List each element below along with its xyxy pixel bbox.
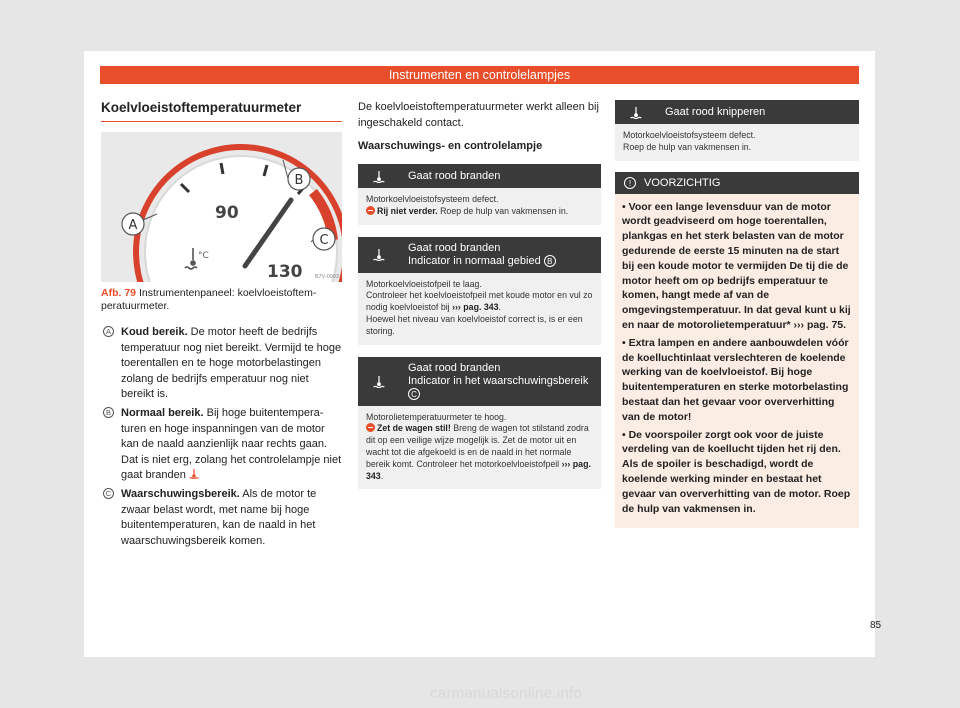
warning-text: . [380,470,384,481]
temperature-gauge-illustration [101,132,342,282]
column-warnings [358,100,601,489]
svg-text:C: C [319,233,329,248]
caution-item: • Voor een lange levensduur van de motor wordt geadviseerd om hoge toerentallen, plankgas en het sterk belasten van de motor gedurende de eerste 15 minuten na de start bij een koude motor te vermijden De tij die de motor heeft om op bedrijfs emperatuur te komen, hangt mede af van de omgevingstemperatuur. In dat geval kunt u kij en naar de motorolietemperatuur* ››› pag. 75. [622,200,851,331]
warning-text: . Hoewel het niveau van koelvloeistof correct is, is er een storing. [366,302,583,336]
warning-box-normal-range [358,237,601,345]
definition-term: Waarschuwingsbereik. [121,487,240,500]
figure-caption-text: Instrumentenpaneel: koelvloeistoftemperatuurmeter. [101,287,317,312]
range-definitions [101,325,343,549]
caution-item: • De voorspoiler zorgt ook voor de juiste verdeling van de koellucht tijden het rij den. Als de spoiler is beschadigd, wordt de koelende werking minder en bestaat het gevaar van oververhitting van de motor. Roep de hulp van vakmensen in. [622,428,851,515]
column-caution [615,100,859,528]
caution-item-text: De voorspoiler zorgt ook voor de juiste verdeling van de koellucht tijden het rij den. Als de spoiler is beschadigd, wordt de koelende werking minder en bestaat het gevaar van oververhitting van de motor. Roep de hulp van vakmensen in. [622,428,851,515]
caution-item-text: Extra lampen en andere aanbouwdelen vóór de koelluchtinlaat verslechteren de koelende werking van de koelvloeistof. Bij hoge buitentemperaturen en sterke motorbelasting bestaat dan het gevaar voor oververhitting van de motor! [622,336,849,423]
warning-text: Motorkoelvloeistofsysteem defect. [366,194,499,204]
warning-heading: Gaat rood branden [408,241,501,254]
warning-text: Roep de hulp van vakmensen in. [623,141,752,152]
definition-text: Bij hoge buitentemperaturen en hoge inspanningen van de motor kan de naald aanzienlijk naar rechts gaan. Dat is niet erg, zolang het controlelampje niet gaat branden [121,406,342,482]
warning-subheading: Indicator in het waarschuwingsbereik [408,374,589,387]
definition-letter: C [103,488,114,499]
warning-box-warning-range [358,357,601,490]
warning-heading: Gaat rood branden [408,169,501,182]
svg-text:A: A [128,218,138,233]
gauge-label-130: 130 [267,262,303,282]
callout-a [122,213,144,235]
svg-text:B: B [294,173,304,188]
definition-text: De motor heeft de bedrijfs temperatuur nog niet bereikt. Vermijd te hoge toerentallen en te hoge motorbelastingen zolang de bedrijfs emperatuur nog niet bereikt is. [121,326,342,401]
gauge-label-90: 90 [215,203,239,223]
caution-exclamation-icon: ! [624,177,636,189]
warnings-subheading: Waarschuwings- en controlelampje [358,140,543,152]
warning-subheading: Indicator in normaal gebied [408,254,544,267]
coolant-temperature-icon [615,106,657,119]
stop-warning-icon [366,206,375,215]
definition-normal-range [101,406,343,484]
warning-text: Breng de wagen tot stilstand zodra dit op een veilige wijze mogelijk is. Zet de motor uit en wacht tot die afgekoeld is en de naald in het normale bereik komt. Controleer het motorkoelvloeistofpeil [366,423,589,469]
definition-text: Als de motor te zwaar belast wordt, met name bij hoge buitentemperaturen, kan de naald in het waarschuwingsbereik komen. [121,487,317,547]
figure-caption [101,287,343,312]
coolant-temperature-icon [358,375,400,388]
warning-text: Roep de hulp van vakmensen in. [437,205,569,216]
page-reference: ››› pag. 343 [366,458,591,481]
warning-text: Motorkoelvloeistofpeil te laag. Controleer het koelvloeistofpeil met koude motor en vul zo nodig koelvloeistof bij [366,278,593,313]
definition-term: Normaal bereik. [121,406,204,419]
coolant-temperature-icon [189,468,199,479]
definition-letter: A [103,326,114,337]
stop-warning-icon [366,423,375,432]
gauge-unit-celsius: °C [198,251,209,261]
page-title: Koelvloeistoftemperatuurmeter [101,100,342,122]
section-header: Instrumenten en controlelampjes [100,66,859,84]
definition-letter: B [103,407,114,418]
warning-emphasis: Rij niet verder. [377,205,438,216]
figure-number: Afb. 79 [101,287,137,299]
figure-code: B7V-0993 [314,274,339,280]
callout-c [313,228,335,250]
caution-item-text: Voor een lange levensduur van de motor wordt geadviseerd om hoge toerentallen, plankgas en het sterk belasten van de motor gedurende de eerste 15 minuten na de start bij een koude motor te vermijden De tij die de motor heeft om op bedrijfs emperatuur te komen, hangt mede af van de omgevingstemperatuur. In dat geval kunt u kij en naar de motorolietemperatuur* ››› pag. 75. [622,200,851,331]
range-letter: C [408,388,420,400]
warning-emphasis: Zet de wagen stil! [377,423,451,434]
coolant-temperature-icon [358,248,400,261]
callout-b [288,168,310,190]
definition-warning-range [101,487,343,549]
caution-box [615,172,859,529]
gauge-figure [101,132,342,282]
page-reference: ››› pag. 343 [452,302,499,313]
definition-term: Koud bereik. [121,326,188,338]
warning-heading: Gaat rood knipperen [665,105,766,118]
column-gauge [101,100,343,552]
coolant-temperature-icon [358,170,400,183]
range-letter: B [544,255,556,267]
intro-paragraph: De koelvloeistoftemperatuurmeter werkt alleen bij ingeschakeld contact. [358,101,599,129]
warning-box-red-on [358,164,601,225]
definition-cold-range [101,325,343,403]
warning-heading: Gaat rood branden [408,361,501,374]
warning-text: Motorolietemperatuurmeter te hoog. [366,411,507,422]
warning-box-red-flashing [615,100,859,161]
caution-item: • Extra lampen en andere aanbouwdelen vóór de koelluchtinlaat verslechteren de koelende werking van de koelvloeistof. Bij hoge buitentemperaturen en sterke motorbelasting bestaat dan het gevaar voor oververhitting van de motor! [622,336,849,423]
watermark: carmanualsonline.info [430,685,583,702]
caution-heading: VOORZICHTIG [644,176,721,189]
page-number: 85 [870,620,882,631]
warning-text: Motorkoelvloeistofsysteem defect. [623,130,756,140]
